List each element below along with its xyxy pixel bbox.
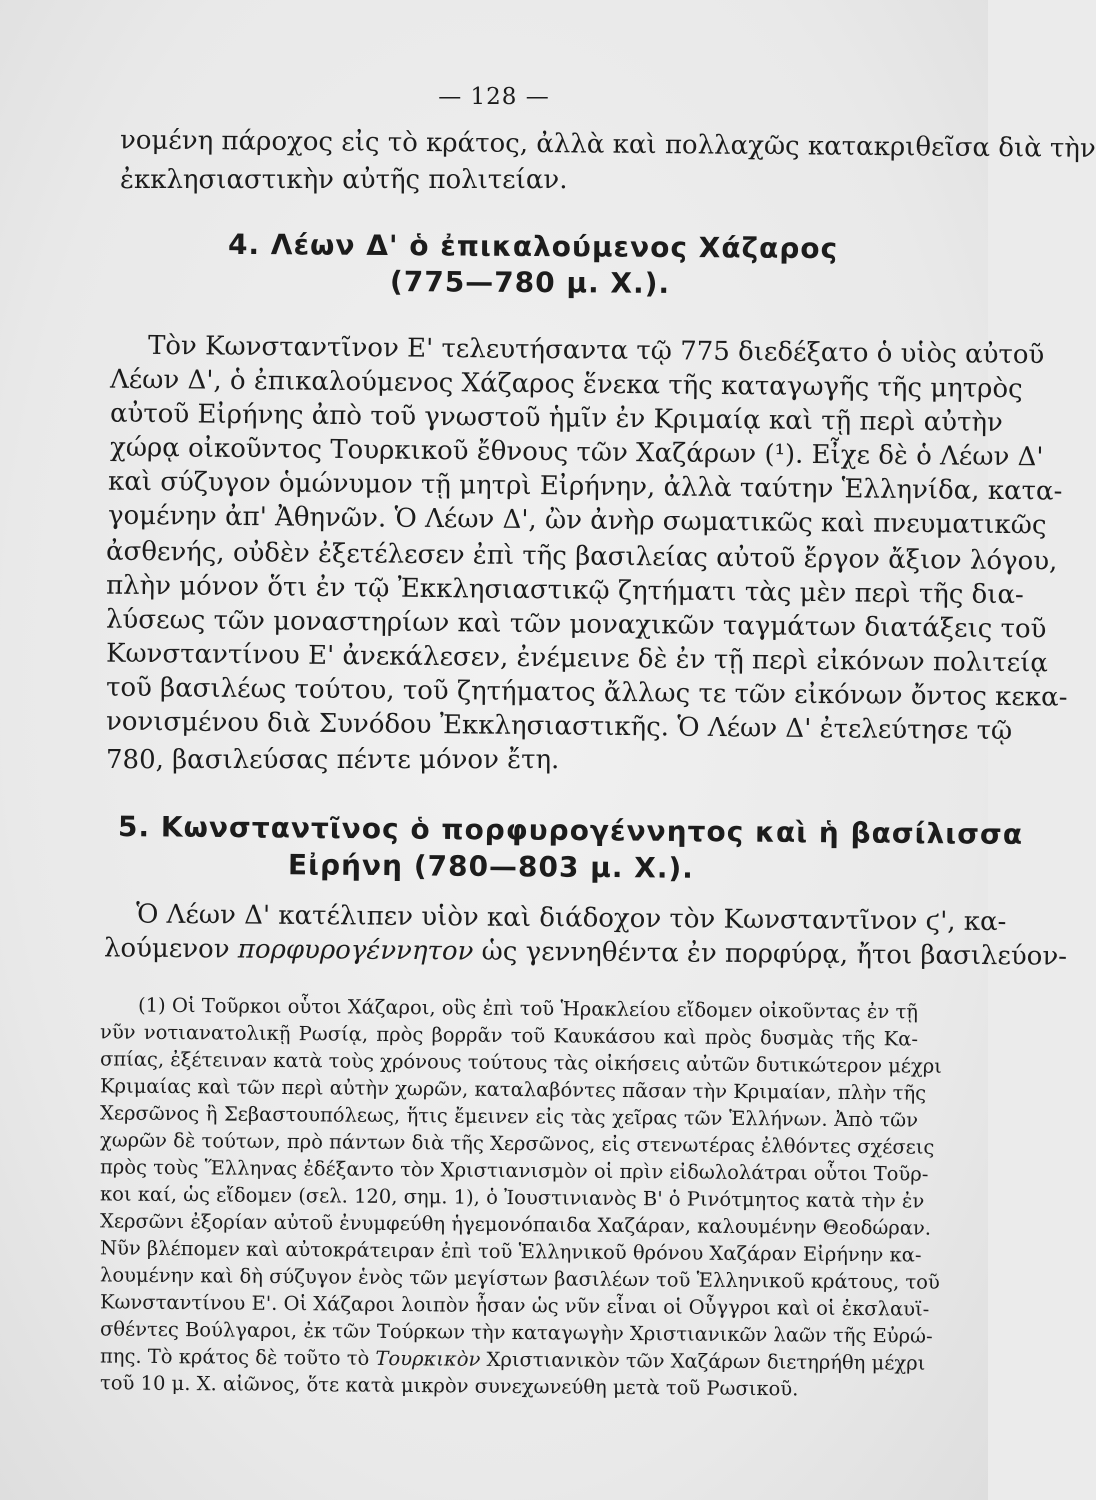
footnote-line-14-italic: Τουρκικὸν — [375, 1346, 481, 1371]
footnote-line-5: Χερσῶνος ἢ Σεβαστουπόλεως, ἥτις ἔμεινεν εἰς τὰς χεῖρας τῶν Ἑλλήνων. Ἀπὸ τῶν — [99, 1101, 919, 1132]
intro-line-1: νομένη πάροχος εἰς τὸ κράτος, ἀλλὰ καὶ πολλαχῶς κατακριθεῖσα διὰ τὴν — [119, 125, 1096, 164]
intro-line-2: ἐκκλησιαστικὴν αὐτῆς πολιτείαν. — [120, 165, 568, 195]
section-4-line-5: καὶ σύζυγον ὁμώνυμον τῇ μητρὶ Εἰρήνην, ἀλλὰ ταύτην Ἑλληνίδα, κατα- — [107, 466, 1063, 507]
section-5-line-2-start: λούμενον — [103, 933, 238, 965]
footnote-line-2: νῦν νοτιανατολικῇ Ρωσίᾳ, πρὸς βορρᾶν τοῦ Καυκάσου καὶ πρὸς δυσμὰς τῆς Κα- — [99, 1020, 919, 1051]
section-4-line-8: πλὴν μόνον ὅτι ἐν τῷ Ἐκκλησιαστικῷ ζητήματι τὰς μὲν περὶ τῆς δια- — [105, 570, 1024, 611]
footnote-line-3: σπίας, ἐξέτειναν κατὰ τοὺς χρόνους τούτους τὰς οἰκήσεις αὐτῶν δυτικώτερον μέχρι — [99, 1047, 942, 1078]
section-4-line-9: λύσεως τῶν μοναστηρίων καὶ τῶν μοναχικῶν ταγμάτων διατάξεις τοῦ — [105, 604, 1047, 645]
section-4-line-7: ἀσθενής, οὐδὲν ἐξετέλεσεν ἐπὶ τῆς βασιλείας αὐτοῦ ἔργον ἄξιον λόγου, — [105, 536, 1058, 577]
section-5-line-1: Ὁ Λέων Δ' κατέλιπεν υἱὸν καὶ διάδοχον τὸν Κωνσταντῖνον ϛ', κα- — [135, 899, 1007, 938]
section-4-line-3: αὐτοῦ Εἰρήνης ἀπὸ τοῦ γνωστοῦ ἡμῖν ἐν Κριμαίᾳ καὶ τῇ περὶ αὐτὴν — [109, 398, 1003, 438]
section-5-line-2-italic: πορφυρογέννητον — [237, 934, 474, 967]
page-number: — 128 — — [438, 84, 550, 110]
section-4-line-12: νονισμένου διὰ Συνόδου Ἐκκλησιαστικῆς. Ὁ Λέων Δ' ἐτελεύτησε τῷ — [105, 706, 1013, 747]
footnote-line-11: λουμένην καὶ δὴ σύζυγον ἑνὸς τῶν μεγίστων βασιλέων τοῦ Ἑλληνικοῦ κράτους, τοῦ — [99, 1263, 940, 1294]
section-4-line-6: γομένην ἀπ' Ἀθηνῶν. Ὁ Λέων Δ', ὢν ἀνὴρ σωματικῶς καὶ πνευματικῶς — [107, 500, 1047, 541]
footnote-line-14-start: πης. Τὸ κράτος δὲ τοῦτο τὸ — [99, 1344, 376, 1370]
section-4-line-11: τοῦ βασιλέως τούτου, τοῦ ζητήματος ἄλλως τε τῶν εἰκόνων ὄντος κεκα- — [105, 672, 1068, 713]
footnote-line-4: Κριμαίας καὶ τῶν περὶ αὐτὴν χωρῶν, καταλαβόντες πᾶσαν τὴν Κριμαίαν, πλὴν τῆς — [99, 1074, 927, 1105]
footnote-line-6: χωρῶν δὲ τούτων, πρὸ πάντων διὰ τῆς Χερσῶνος, εἰς στενωτέρας ἐλθόντες σχέσεις — [99, 1128, 935, 1159]
footnote-line-1: (1) Οἱ Τοῦρκοι οὗτοι Χάζαροι, οὓς ἐπὶ τοῦ Ἡρακλείου εἴδομεν οἰκοῦντας ἐν τῇ — [137, 993, 919, 1024]
section-5-line-2 — [103, 932, 1068, 972]
section-4-line-2: Λέων Δ', ὁ ἐπικαλούμενος Χάζαρος ἕνεκα τῆς καταγωγῆς τῆς μητρὸς — [109, 364, 1023, 405]
footnote-line-14-end: Χριστιανικὸν τῶν Χαζάρων διετηρήθη μέχρι — [480, 1347, 926, 1375]
footnote-line-8: κοι καί, ὡς εἴδομεν (σελ. 120, σημ. 1), ὁ Ἰουστινιανὸς Β' ὁ Ρινότμητος κατὰ τὴν ἐν — [99, 1182, 925, 1213]
section-4-line-13: 780, βασιλεύσας πέντε μόνον ἔτη. — [106, 745, 560, 775]
section-4-line-1: Τὸν Κωνσταντῖνον Ε' τελευτήσαντα τῷ 775 διεδέξατο ὁ υἱὸς αὐτοῦ — [147, 330, 1045, 371]
section-5-heading-line-2: Εἰρήνη (780—803 μ. Χ.). — [287, 848, 694, 885]
section-5-line-2-end: ὡς γεννηθέντα ἐν πορφύρᾳ, ἤτοι βασιλεύον- — [473, 936, 1068, 972]
footnote-line-13: σθέντες Βούλγαροι, ἐκ τῶν Τούρκων τὴν καταγωγὴν Χριστιανικῶν λαῶν τῆς Εὐρώ- — [99, 1317, 933, 1348]
section-4-heading-line-1: 4. Λέων Δ' ὁ ἐπικαλούμενος Χάζαρος — [227, 227, 839, 266]
section-4-line-10: Κωνσταντίνου Ε' ἀνεκάλεσεν, ἐνέμεινε δὲ ἐν τῇ περὶ εἰκόνων πολιτείᾳ — [105, 638, 1049, 679]
footnote-line-15: τοῦ 10 μ. Χ. αἰῶνος, ὅτε κατὰ μικρὸν συνεχωνεύθη μετὰ τοῦ Ρωσικοῦ. — [99, 1371, 799, 1401]
section-4-line-4: χώρᾳ οἰκοῦντος Τουρκικοῦ ἔθνους τῶν Χαζάρων (¹). Εἶχε δὲ ὁ Λέων Δ' — [109, 432, 1044, 473]
section-4-heading-line-2: (775—780 μ. Χ.). — [389, 265, 671, 300]
footnote-line-7: πρὸς τοὺς Ἕλληνας ἐδέξαντο τὸν Χριστιανισμὸν οἱ πρὶν εἰδωλολάτραι οὗτοι Τοῦρ- — [99, 1155, 929, 1186]
footnote-line-10: Νῦν βλέπομεν καὶ αὐτοκράτειραν ἐπὶ τοῦ Ἑλληνικοῦ θρόνου Χαζάραν Εἰρήνην κα- — [99, 1236, 922, 1267]
footnote-line-12: Κωνσταντίνου Ε'. Οἱ Χάζαροι λοιπὸν ἦσαν ὡς νῦν εἶναι οἱ Οὖγγροι καὶ οἱ ἐκσλαυϊ- — [99, 1290, 930, 1321]
footnote-line-9: Χερσῶνι ἐξορίαν αὐτοῦ ἐνυμφεύθη ἡγεμονόπαιδα Χαζάραν, καλουμένην Θεοδώραν. — [99, 1209, 932, 1240]
section-5-heading-line-1: 5. Κωνσταντῖνος ὁ πορφυρογέννητος καὶ ἡ βασίλισσα — [117, 810, 1024, 851]
